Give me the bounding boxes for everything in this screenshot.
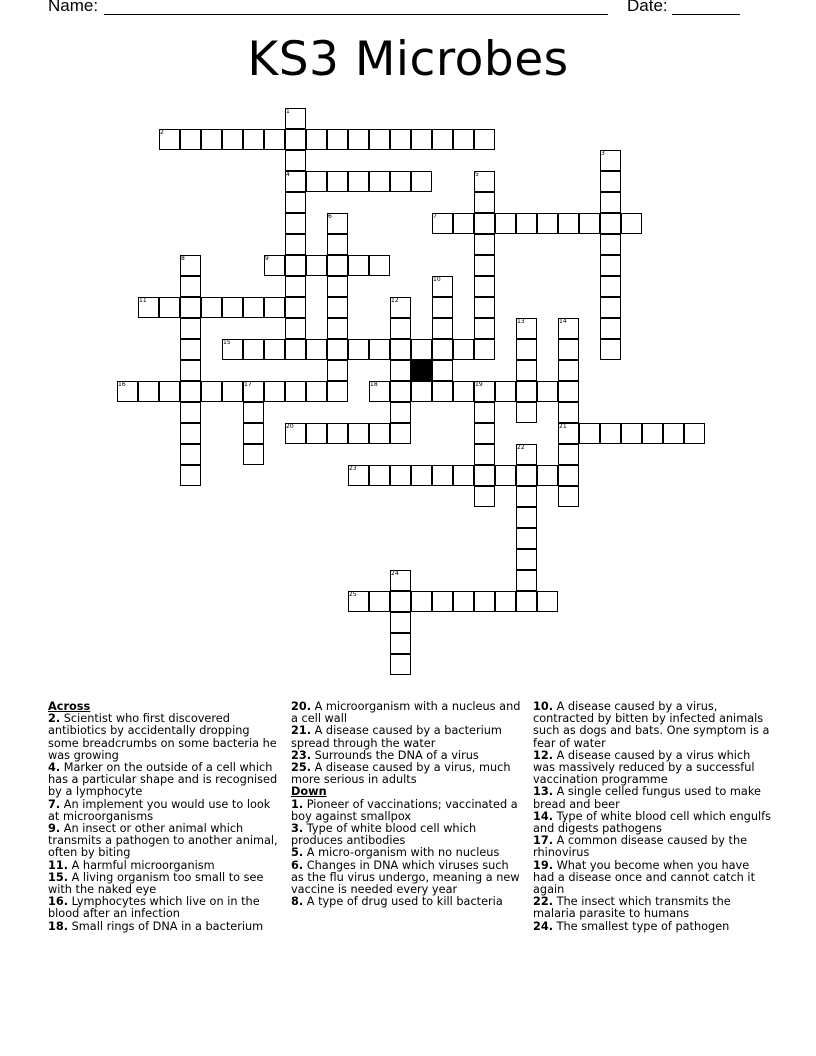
clue-text: A disease caused by a virus, much more serious in adults	[291, 761, 511, 787]
grid-cell[interactable]	[537, 213, 558, 234]
clue-text: A disease caused by a bacterium spread through the water	[291, 724, 502, 750]
down-clue	[291, 896, 523, 908]
grid-cell[interactable]	[390, 633, 411, 654]
clue-text: A harmful microorganism	[68, 858, 215, 872]
grid-cell[interactable]	[432, 129, 453, 150]
grid-cell[interactable]	[474, 192, 495, 213]
grid-cell[interactable]	[390, 360, 411, 381]
grid-cell[interactable]	[558, 402, 579, 423]
across-clue	[48, 823, 280, 860]
cell-number: 14	[559, 318, 567, 325]
grid-cell[interactable]	[201, 381, 222, 402]
down-clue	[291, 799, 523, 823]
cell-number: 7	[433, 213, 437, 220]
clue-number: 4.	[48, 761, 61, 775]
grid-cell[interactable]	[558, 465, 579, 486]
grid-cell[interactable]	[516, 549, 537, 570]
grid-cell[interactable]	[159, 129, 180, 150]
grid-cell[interactable]	[327, 381, 348, 402]
grid-cell[interactable]	[306, 423, 327, 444]
grid-cell[interactable]	[285, 339, 306, 360]
clue-number: 3.	[291, 822, 304, 836]
clue-number: 14.	[533, 809, 554, 823]
grid-cell[interactable]	[348, 423, 369, 444]
grid-cell[interactable]	[327, 276, 348, 297]
grid-cell[interactable]	[390, 654, 411, 675]
grid-cell[interactable]	[411, 465, 432, 486]
date-label: Date:	[627, 0, 668, 15]
grid-cell[interactable]	[600, 192, 621, 213]
down-clue	[533, 701, 773, 750]
across-clue	[291, 701, 523, 725]
across-heading: Across	[48, 700, 91, 713]
grid-cell[interactable]	[474, 276, 495, 297]
grid-cell[interactable]	[495, 591, 516, 612]
clue-number: 20.	[291, 700, 312, 713]
clue-text: A micro-organism with no nucleus	[303, 846, 500, 860]
grid-cell[interactable]	[348, 171, 369, 192]
grid-cell[interactable]	[327, 171, 348, 192]
grid-cell[interactable]	[201, 297, 222, 318]
grid-cell[interactable]	[390, 318, 411, 339]
grid-cell[interactable]	[306, 171, 327, 192]
clue-text: Type of white blood cell which produces antibodies	[291, 822, 477, 848]
cell-number: 6	[328, 213, 332, 220]
cell-number: 3	[601, 150, 605, 157]
clue-text: Changes in DNA which viruses such as the flu virus undergo, meaning a new vaccine is needed every year	[291, 858, 520, 897]
clue-text: A disease caused by a virus, contracted by bitten by infected animals such as dogs and bats. One symptom is a fear of water	[533, 700, 770, 750]
grid-cell[interactable]	[243, 129, 264, 150]
clue-number: 12.	[533, 748, 554, 762]
grid-cell[interactable]	[600, 213, 621, 234]
grid-cell[interactable]	[390, 402, 411, 423]
grid-cell[interactable]	[285, 423, 306, 444]
grid-cell[interactable]	[390, 570, 411, 591]
grid-cell[interactable]	[474, 423, 495, 444]
grid-cell[interactable]	[474, 591, 495, 612]
grid-cell[interactable]	[600, 423, 621, 444]
grid-cell[interactable]	[348, 129, 369, 150]
name-label: Name:	[48, 0, 99, 15]
grid-cell[interactable]	[432, 465, 453, 486]
grid-cell[interactable]	[516, 507, 537, 528]
cell-number: 24	[391, 570, 399, 577]
grid-cell[interactable]	[180, 402, 201, 423]
grid-cell[interactable]	[390, 129, 411, 150]
clue-text: Marker on the outside of a cell which has a particular shape and is recognised by a lymphocyte	[48, 761, 278, 799]
grid-cell[interactable]	[285, 297, 306, 318]
grid-cell[interactable]	[285, 255, 306, 276]
grid-cell[interactable]	[432, 213, 453, 234]
grid-cell[interactable]	[327, 423, 348, 444]
grid-cell[interactable]	[411, 339, 432, 360]
grid-cell[interactable]	[453, 129, 474, 150]
clue-text: A living organism too small to see with the naked eye	[48, 870, 264, 897]
clue-number: 10.	[533, 700, 554, 713]
across-clue	[48, 762, 280, 799]
grid-cell[interactable]	[411, 171, 432, 192]
grid-cell[interactable]	[684, 423, 705, 444]
clue-text: Surrounds the DNA of a virus	[311, 748, 479, 762]
clue-number: 6.	[291, 858, 304, 872]
cell-number: 21	[559, 423, 567, 430]
grid-cell[interactable]	[285, 108, 306, 129]
grid-cell[interactable]	[537, 381, 558, 402]
grid-cell[interactable]	[600, 276, 621, 297]
grid-cell[interactable]	[285, 381, 306, 402]
clue-text: What you become when you have had a disease once and cannot catch it again	[533, 858, 755, 897]
grid-cell[interactable]	[222, 129, 243, 150]
grid-cell[interactable]	[369, 381, 390, 402]
clue-text: Small rings of DNA in a bacterium	[68, 919, 264, 933]
grid-cell[interactable]	[537, 465, 558, 486]
down-clue	[291, 860, 523, 897]
clues-column-2	[291, 701, 523, 908]
grid-cell[interactable]	[180, 381, 201, 402]
grid-cell[interactable]	[432, 591, 453, 612]
grid-cell[interactable]	[516, 381, 537, 402]
grid-cell[interactable]	[390, 339, 411, 360]
grid-cell[interactable]	[411, 591, 432, 612]
clue-number: 15.	[48, 870, 69, 884]
cell-number: 1	[286, 108, 290, 115]
down-clue	[291, 823, 523, 847]
grid-cell[interactable]	[264, 339, 285, 360]
grid-cell[interactable]	[474, 402, 495, 423]
clue-text: An insect or other animal which transmits a pathogen to another animal, often by biting	[48, 822, 278, 860]
cell-number: 4	[286, 171, 290, 178]
cell-number: 10	[433, 276, 441, 283]
grid-cell[interactable]	[306, 339, 327, 360]
grid-cell[interactable]	[516, 570, 537, 591]
cell-number: 9	[265, 255, 269, 262]
grid-cell[interactable]	[348, 591, 369, 612]
grid-cell[interactable]	[285, 276, 306, 297]
across-clue	[291, 762, 523, 786]
grid-cell[interactable]	[285, 129, 306, 150]
grid-cell[interactable]	[453, 213, 474, 234]
grid-cell[interactable]	[432, 339, 453, 360]
grid-cell[interactable]	[579, 213, 600, 234]
grid-cell[interactable]	[243, 297, 264, 318]
grid-cell[interactable]	[474, 444, 495, 465]
grid-cell[interactable]	[600, 255, 621, 276]
grid-cell[interactable]	[432, 276, 453, 297]
grid-cell[interactable]	[600, 339, 621, 360]
grid-cell[interactable]	[558, 318, 579, 339]
grid-cell[interactable]	[369, 129, 390, 150]
grid-cell[interactable]	[411, 381, 432, 402]
grid-cell[interactable]	[516, 465, 537, 486]
clue-number: 9.	[48, 822, 61, 836]
grid-cell[interactable]	[348, 255, 369, 276]
grid-cell[interactable]	[558, 213, 579, 234]
clue-number: 7.	[48, 797, 61, 811]
grid-cell[interactable]	[600, 318, 621, 339]
grid-cell[interactable]	[390, 591, 411, 612]
grid-cell[interactable]	[222, 339, 243, 360]
grid-cell[interactable]	[516, 360, 537, 381]
grid-cell[interactable]	[516, 528, 537, 549]
cell-number: 2	[160, 129, 164, 136]
grid-cell[interactable]	[243, 444, 264, 465]
grid-cell[interactable]	[264, 381, 285, 402]
across-clue	[291, 725, 523, 749]
down-clue	[533, 750, 773, 787]
grid-cell[interactable]	[306, 255, 327, 276]
grid-cell[interactable]	[369, 339, 390, 360]
grid-cell[interactable]	[306, 381, 327, 402]
grid-cell[interactable]	[516, 213, 537, 234]
cell-number: 17	[244, 381, 252, 388]
across-clue	[48, 713, 280, 762]
clue-text: Scientist who first discovered antibiotics by accidentally dropping some breadcrumbs on some bacteria he was growing	[48, 712, 277, 762]
clue-number: 18.	[48, 919, 69, 933]
grid-cell[interactable]	[474, 297, 495, 318]
grid-cell[interactable]	[327, 297, 348, 318]
grid-cell[interactable]	[138, 297, 159, 318]
grid-cell[interactable]	[432, 360, 453, 381]
grid-cell[interactable]	[474, 465, 495, 486]
grid-cell[interactable]	[474, 318, 495, 339]
across-clue	[48, 799, 280, 823]
grid-cell[interactable]	[327, 213, 348, 234]
clue-text: Type of white blood cell which engulfs and digests pathogens	[533, 809, 771, 836]
cell-number: 13	[517, 318, 525, 325]
clue-number: 19.	[533, 858, 554, 872]
clues-column-3	[533, 701, 773, 933]
grid-cell[interactable]	[285, 234, 306, 255]
grid-cell[interactable]	[369, 465, 390, 486]
down-clue	[533, 921, 773, 933]
clue-number: 23.	[291, 748, 312, 762]
down-clue	[533, 896, 773, 920]
grid-cell[interactable]	[222, 297, 243, 318]
grid-cell[interactable]	[327, 234, 348, 255]
cell-number: 12	[391, 297, 399, 304]
grid-cell[interactable]	[180, 297, 201, 318]
cell-number: 19	[475, 381, 483, 388]
grid-cell[interactable]	[285, 171, 306, 192]
down-clue	[533, 811, 773, 835]
grid-cell[interactable]	[201, 129, 222, 150]
cell-number: 23	[349, 465, 357, 472]
clue-text: A single celled fungus used to make bread and beer	[533, 785, 761, 811]
grid-cell[interactable]	[453, 465, 474, 486]
grid-cell[interactable]	[348, 465, 369, 486]
cell-number: 11	[139, 297, 147, 304]
grid-cell[interactable]	[600, 234, 621, 255]
grid-cell[interactable]	[474, 486, 495, 507]
clue-number: 11.	[48, 858, 69, 872]
clue-text: A microorganism with a nucleus and a cell wall	[291, 700, 521, 726]
grid-cell[interactable]	[222, 381, 243, 402]
grid-cell[interactable]	[474, 171, 495, 192]
clue-number: 5.	[291, 846, 304, 860]
grid-cell[interactable]	[285, 213, 306, 234]
grid-cell[interactable]	[474, 381, 495, 402]
grid-cell[interactable]	[474, 339, 495, 360]
grid-cell[interactable]	[516, 339, 537, 360]
grid-cell[interactable]	[285, 150, 306, 171]
grid-cell[interactable]	[558, 381, 579, 402]
grid-cell[interactable]	[159, 297, 180, 318]
across-clue	[48, 921, 280, 933]
grid-cell[interactable]	[642, 423, 663, 444]
grid-cell[interactable]	[453, 591, 474, 612]
clue-text: A type of drug used to kill bacteria	[303, 895, 503, 909]
clue-number: 21.	[291, 724, 312, 738]
grid-cell[interactable]	[516, 444, 537, 465]
grid-cell[interactable]	[495, 465, 516, 486]
clue-text: The smallest type of pathogen	[553, 919, 730, 933]
clue-text: A disease caused by a virus which was massively reduced by a successful vaccination programme	[533, 748, 755, 787]
grid-cell[interactable]	[516, 318, 537, 339]
grid-cell[interactable]	[243, 339, 264, 360]
grid-cell[interactable]	[558, 339, 579, 360]
cell-number: 25	[349, 591, 357, 598]
grid-cell[interactable]	[369, 171, 390, 192]
grid-cell[interactable]	[453, 339, 474, 360]
grid-cell[interactable]	[495, 213, 516, 234]
grid-cell[interactable]	[243, 402, 264, 423]
grid-cell[interactable]	[306, 129, 327, 150]
clue-number: 1.	[291, 797, 304, 811]
grid-cell[interactable]	[474, 129, 495, 150]
grid-cell[interactable]	[180, 423, 201, 444]
grid-cell[interactable]	[621, 213, 642, 234]
grid-cell[interactable]	[663, 423, 684, 444]
grid-cell[interactable]	[369, 423, 390, 444]
grid-cell[interactable]	[474, 213, 495, 234]
grid-cell[interactable]	[264, 297, 285, 318]
grid-cell[interactable]	[243, 381, 264, 402]
grid-cell[interactable]	[180, 129, 201, 150]
grid-cell[interactable]	[117, 381, 138, 402]
grid-cell[interactable]	[264, 255, 285, 276]
down-clue	[533, 860, 773, 897]
grid-cell[interactable]	[432, 297, 453, 318]
grid-cell[interactable]	[180, 318, 201, 339]
grid-cell[interactable]	[390, 423, 411, 444]
grid-cell[interactable]	[159, 381, 180, 402]
clue-number: 16.	[48, 895, 69, 909]
cell-number: 8	[181, 255, 185, 262]
grid-cell[interactable]	[600, 150, 621, 171]
grid-cell[interactable]	[369, 591, 390, 612]
grid-cell[interactable]	[516, 486, 537, 507]
clue-text: The insect which transmits the malaria parasite to humans	[533, 895, 731, 921]
grid-cell[interactable]	[390, 465, 411, 486]
cell-number: 5	[475, 171, 479, 178]
grid-cell[interactable]	[390, 381, 411, 402]
grid-cell[interactable]	[390, 297, 411, 318]
grid-cell[interactable]	[579, 423, 600, 444]
grid-cell[interactable]	[558, 486, 579, 507]
grid-cell[interactable]	[411, 129, 432, 150]
grid-cell[interactable]	[390, 612, 411, 633]
cell-number: 16	[118, 381, 126, 388]
grid-cell[interactable]	[621, 423, 642, 444]
grid-cell[interactable]	[180, 276, 201, 297]
grid-cell[interactable]	[180, 339, 201, 360]
grid-cell[interactable]	[180, 465, 201, 486]
clue-number: 25.	[291, 761, 312, 775]
clue-number: 2.	[48, 712, 61, 726]
cell-number: 22	[517, 444, 525, 451]
cell-number: 20	[286, 423, 294, 430]
clue-text: Pioneer of vaccinations; vaccinated a boy against smallpox	[291, 797, 518, 823]
across-clue	[48, 872, 280, 896]
clues-column-1	[48, 701, 280, 933]
clue-number: 17.	[533, 834, 554, 848]
clue-text: Lymphocytes which live on in the blood after an infection	[48, 895, 260, 921]
clue-text: An implement you would use to look at microorganisms	[48, 797, 271, 823]
grid-cell[interactable]	[390, 171, 411, 192]
grid-cell[interactable]	[432, 381, 453, 402]
grid-cell[interactable]	[516, 402, 537, 423]
clue-number: 8.	[291, 895, 304, 909]
down-heading: Down	[291, 785, 327, 799]
grid-cell[interactable]	[474, 234, 495, 255]
page-title: KS3 Microbes	[247, 32, 569, 87]
down-clue	[533, 835, 773, 859]
clue-number: 22.	[533, 895, 554, 909]
cell-number: 18	[370, 381, 378, 388]
grid-cell[interactable]	[495, 381, 516, 402]
grid-cell[interactable]	[285, 318, 306, 339]
cell-number: 15	[223, 339, 231, 346]
grid-cell[interactable]	[558, 423, 579, 444]
grid-cell[interactable]	[474, 255, 495, 276]
grid-cell[interactable]	[600, 171, 621, 192]
grid-cell[interactable]	[327, 339, 348, 360]
grid-cell[interactable]	[327, 255, 348, 276]
clue-number: 13.	[533, 785, 554, 799]
clue-number: 24.	[533, 919, 554, 933]
grid-cell[interactable]	[243, 423, 264, 444]
grid-cell[interactable]	[453, 381, 474, 402]
clue-text: A common disease caused by the rhinovirus	[533, 834, 748, 860]
grid-cell[interactable]	[138, 381, 159, 402]
grid-cell[interactable]	[180, 360, 201, 381]
grid-cell[interactable]	[537, 591, 558, 612]
grid-cell[interactable]	[516, 591, 537, 612]
grid-cell[interactable]	[369, 255, 390, 276]
grid-cell[interactable]	[432, 318, 453, 339]
grid-cell[interactable]	[327, 360, 348, 381]
grid-cell[interactable]	[264, 129, 285, 150]
grid-cell[interactable]	[348, 339, 369, 360]
grid-cell[interactable]	[558, 444, 579, 465]
across-clue	[48, 896, 280, 920]
grid-cell[interactable]	[327, 318, 348, 339]
grid-cell-black	[411, 360, 432, 381]
grid-cell[interactable]	[180, 444, 201, 465]
down-clue	[533, 786, 773, 810]
grid-cell[interactable]	[180, 255, 201, 276]
grid-cell[interactable]	[600, 297, 621, 318]
grid-cell[interactable]	[558, 360, 579, 381]
grid-cell[interactable]	[327, 129, 348, 150]
grid-cell[interactable]	[285, 192, 306, 213]
